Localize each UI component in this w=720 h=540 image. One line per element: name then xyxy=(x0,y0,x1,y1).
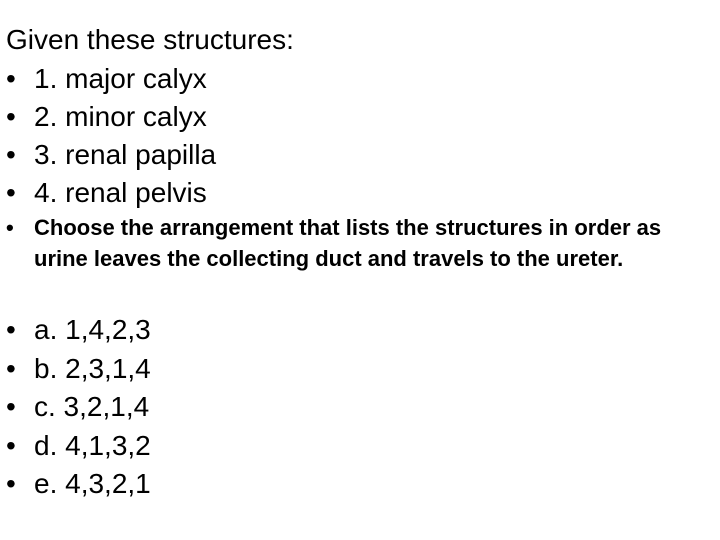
bullet-icon: • xyxy=(6,101,16,132)
slide-title: Given these structures: xyxy=(6,24,294,55)
structure-text: 1. major calyx xyxy=(34,63,207,94)
answer-option xyxy=(6,465,151,504)
question-block xyxy=(6,212,716,274)
structure-item xyxy=(6,136,216,174)
bullet-icon: • xyxy=(6,468,16,499)
answer-option xyxy=(6,388,151,427)
answer-option xyxy=(6,427,151,466)
structure-text: 2. minor calyx xyxy=(34,101,207,132)
answer-option xyxy=(6,350,151,389)
structure-text: 3. renal papilla xyxy=(34,139,217,170)
bullet-icon: • xyxy=(6,215,14,240)
answer-option-text: e. 4,3,2,1 xyxy=(34,468,151,499)
answer-option-text: a. 1,4,2,3 xyxy=(34,314,151,345)
answer-options xyxy=(6,311,151,504)
answer-option-text: b. 2,3,1,4 xyxy=(34,352,151,384)
answer-option-text: c. 3,2,1,4 xyxy=(34,391,150,422)
structure-text: 4. renal pelvis xyxy=(34,177,207,208)
question-item xyxy=(6,212,716,274)
structure-item xyxy=(6,60,216,98)
structure-item xyxy=(6,174,216,212)
bullet-icon: • xyxy=(6,139,16,170)
bullet-icon: • xyxy=(6,314,16,345)
question-text: Choose the arrangement that lists the structures in order as urine leaves the collecting duct and travels to the ureter. xyxy=(34,215,662,271)
bullet-icon: • xyxy=(6,177,16,208)
answer-option xyxy=(6,311,151,350)
bullet-icon: • xyxy=(6,63,16,94)
bullet-icon: • xyxy=(6,352,16,384)
structure-item xyxy=(6,98,216,136)
bullet-icon: • xyxy=(6,391,16,422)
structure-list xyxy=(6,60,216,212)
answer-option-text: d. 4,1,3,2 xyxy=(34,429,151,461)
bullet-icon: • xyxy=(6,429,16,461)
